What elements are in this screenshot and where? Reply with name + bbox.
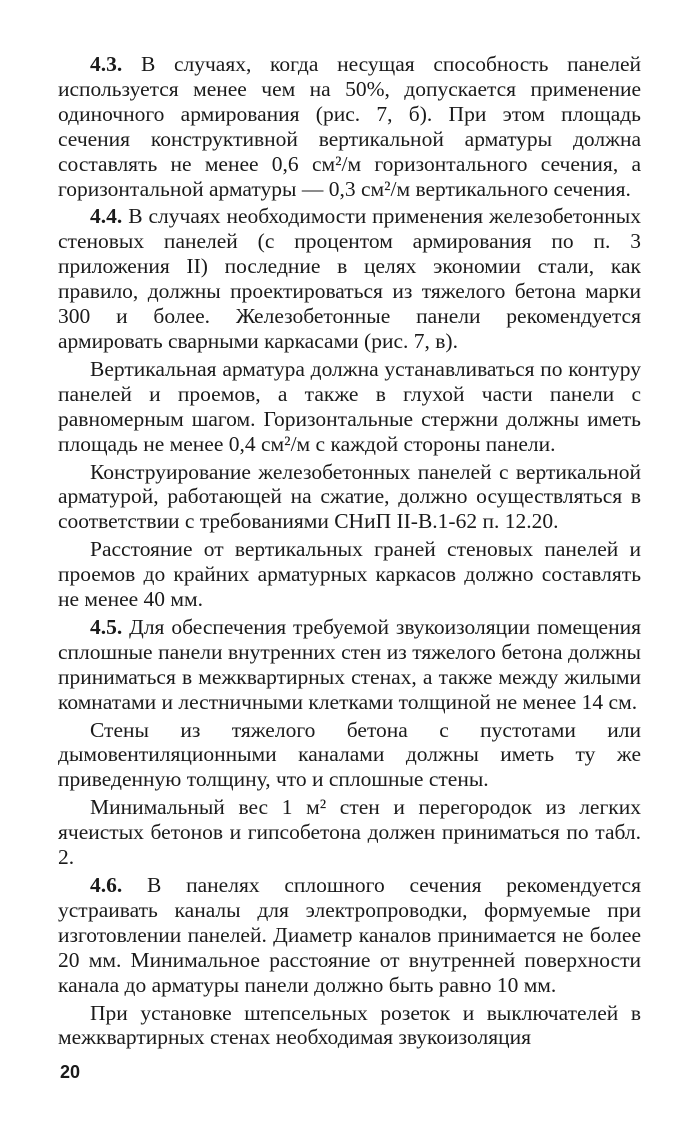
paragraph-vertical-reinforcement <box>58 357 641 457</box>
paragraph-text: В панелях сплошного сечения рекомендуется устраивать каналы для электропроводки, формуемые при изготовлении панелей. Диаметр каналов принимается не более 20 мм. Минимальное расстояние от внутренней поверхности канала до арматуры панели должно быть равно 10 мм. <box>58 873 641 997</box>
paragraph-text: В случаях необходимости применения железобетонных стеновых панелей (с процентом армирования по п. 3 приложения II) последние в целях экономии стали, как правило, должны проектироваться из тяжелого бетона марки 300 и более. Железобетонные панели рекомендуется армировать сварными каркасами (рис. 7, в). <box>58 204 642 353</box>
paragraph-design-compression <box>58 460 641 535</box>
page-body <box>58 52 641 1050</box>
paragraph-minimum-weight <box>58 795 641 870</box>
paragraph-text: Минимальный вес 1 м² стен и перегородок из легких ячеистых бетонов и гипсобетона должен приниматься по табл. 2. <box>58 795 641 870</box>
paragraph-text: Вертикальная арматура должна устанавливаться по контуру панелей и проемов, а также в глухой части панели с равномерным шагом. Горизонтальные стержни должны иметь площадь не менее 0,4 см²/м с каждой стороны панели. <box>58 356 641 456</box>
paragraph-text: Для обеспечения требуемой звукоизоляции помещения сплошные панели внутренних стен из тяжелого бетона должны приниматься в межквартирных стенах, а также между жилыми комнатами и лестничными клетками толщиной не менее 14 см. <box>58 614 641 714</box>
clause-label-4-4: 4.4. <box>90 204 123 229</box>
clause-label-4-5: 4.5. <box>90 614 123 639</box>
paragraph-hollow-walls <box>58 718 641 793</box>
paragraph-4-5 <box>58 615 641 715</box>
paragraph-text: Стены из тяжелого бетона с пустотами или дымовентиляционными каналами должны иметь ту же приведенную толщину, что и сплошные стены. <box>58 717 641 792</box>
clause-label-4-3: 4.3. <box>90 52 123 76</box>
paragraph-text: В случаях, когда несущая способность панелей используется менее чем на 50%, допускается применение одиночного армирования (рис. 7, б). При этом площадь сечения конструктивной вертикальной арматуры должна составлять не менее 0,6 см²/м горизонтального сечения, а горизонтальной арматуры — 0,3 см²/м вертикального сечения. <box>58 52 641 201</box>
paragraph-text: Расстояние от вертикальных граней стеновых панелей и проемов до крайних арматурных каркасов должно составлять не менее 40 мм. <box>58 537 641 612</box>
page-number: 20 <box>60 1062 81 1082</box>
paragraph-sockets <box>58 1001 641 1051</box>
paragraph-text: При установке штепсельных розеток и выключателей в межквартирных стенах необходимая звукоизоляция <box>58 1000 641 1050</box>
paragraph-4-6 <box>58 873 641 998</box>
paragraph-4-4 <box>58 204 641 353</box>
paragraph-4-3 <box>58 52 641 201</box>
paragraph-edge-distance <box>58 537 641 612</box>
paragraph-text: Конструирование железобетонных панелей с вертикальной арматурой, работающей на сжатие, должно осуществляться в соответствии с требованиями СНиП II-В.1-62 п. 12.20. <box>58 459 641 534</box>
clause-label-4-6: 4.6. <box>90 873 123 897</box>
